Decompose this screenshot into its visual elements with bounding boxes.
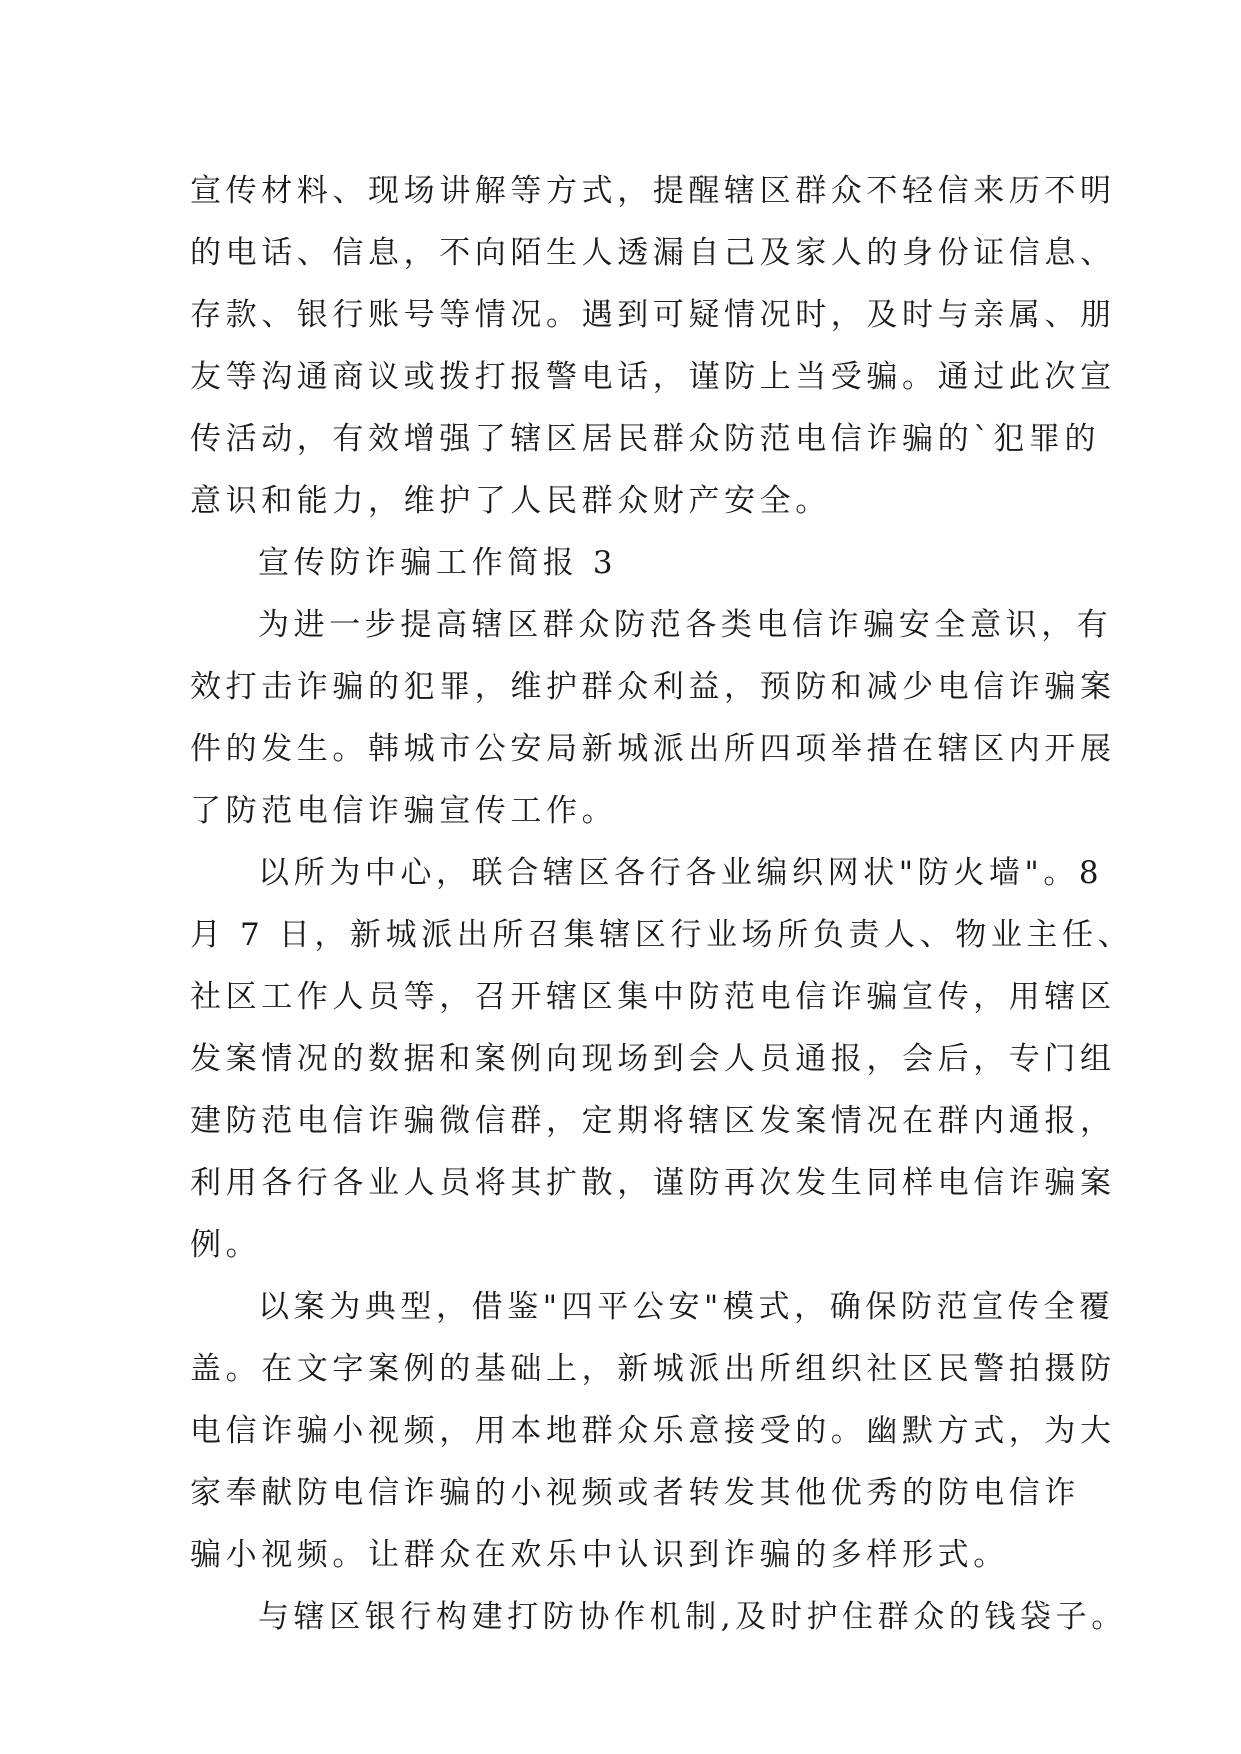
text-line: 骗小视频。让群众在欢乐中认识到诈骗的多样形式。 <box>190 1537 1009 1573</box>
text-line: 发案情况的数据和案例向现场到会人员通报，会后，专门组 <box>190 1041 1116 1077</box>
text-line: 存款、银行账号等情况。遇到可疑情况时，及时与亲属、朋 <box>190 297 1116 333</box>
text-line: 意识和能力，维护了人民群众财产安全。 <box>190 483 831 519</box>
paragraph-1 <box>190 160 1116 532</box>
text-line: 的电话、信息，不向陌生人透漏自己及家人的身份证信息、 <box>190 235 1116 271</box>
text-line: 与辖区银行构建打防协作机制,及时护住群众的钱袋子。 <box>258 1599 1127 1635</box>
paragraph-5 <box>190 1586 1127 1648</box>
document-body <box>190 160 1134 1648</box>
text-line: 例。 <box>190 1227 262 1263</box>
paragraph-2 <box>190 594 1116 842</box>
section-heading <box>190 532 1070 594</box>
text-line: 月 7 日，新城派出所召集辖区行业场所负责人、物业主任、 <box>190 917 1134 953</box>
text-line: 效打击诈骗的犯罪，维护群众利益，预防和减少电信诈骗案 <box>190 669 1116 705</box>
heading-line: 宣传防诈骗工作简报 3 <box>258 545 618 581</box>
text-line: 以所为中心，联合辖区各行各业编织网状"防火墙"。8 <box>258 855 1104 891</box>
text-line: 建防范电信诈骗微信群，定期将辖区发案情况在群内通报， <box>190 1103 1116 1139</box>
text-line: 了防范电信诈骗宣传工作。 <box>190 793 618 829</box>
text-line: 社区工作人员等，召开辖区集中防范电信诈骗宣传，用辖区 <box>190 979 1116 1015</box>
paragraph-3 <box>190 842 1134 1276</box>
text-line: 电信诈骗小视频，用本地群众乐意接受的。幽默方式，为大 <box>190 1413 1116 1449</box>
text-line: 宣传材料、现场讲解等方式，提醒辖区群众不轻信来历不明 <box>190 173 1116 209</box>
text-line: 件的发生。韩城市公安局新城派出所四项举措在辖区内开展 <box>190 731 1116 767</box>
text-line: 利用各行各业人员将其扩散，谨防再次发生同样电信诈骗案 <box>190 1165 1116 1201</box>
text-line: 友等沟通商议或拨打报警电话，谨防上当受骗。通过此次宣 <box>190 359 1116 395</box>
paragraph-4 <box>190 1276 1116 1586</box>
text-line: 家奉献防电信诈骗的小视频或者转发其他优秀的防电信诈 <box>190 1475 1080 1511</box>
text-line: 盖。在文字案例的基础上，新城派出所组织社区民警拍摄防 <box>190 1351 1116 1387</box>
text-line: 以案为典型，借鉴"四平公安"模式，确保防范宣传全覆 <box>258 1289 1115 1325</box>
text-line: 为进一步提高辖区群众防范各类电信诈骗安全意识，有 <box>258 607 1113 643</box>
text-line: 传活动，有效增强了辖区居民群众防范电信诈骗的`犯罪的 <box>190 421 1101 457</box>
